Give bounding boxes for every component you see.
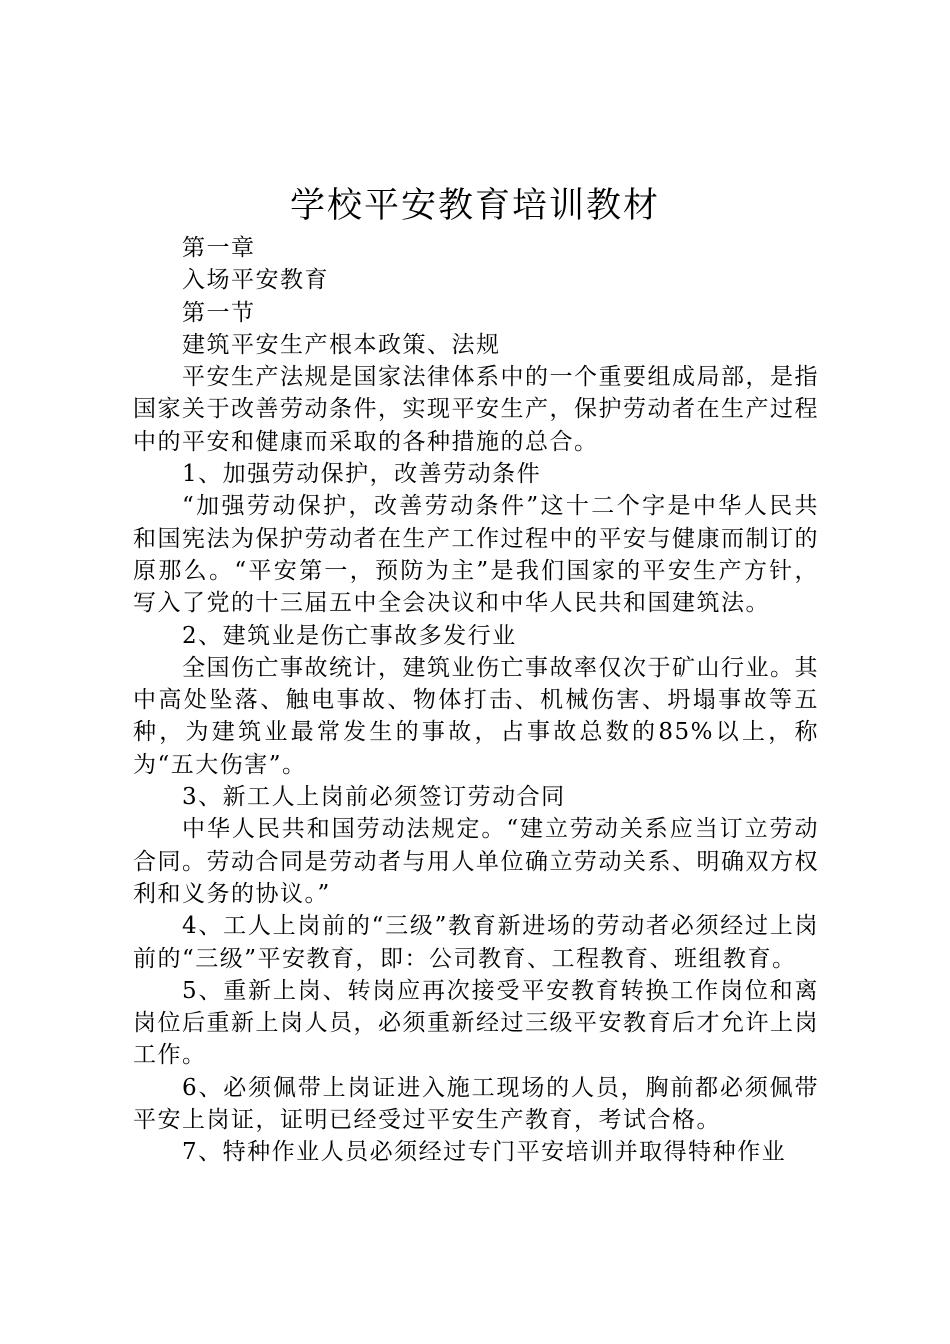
section-heading: 第一节 — [182, 299, 256, 326]
item-paragraph: 6、必须佩带上岗证进入施工现场的人员，胸前都必须佩带平安上岗证，证明已经受过平安生产教育，考试合格。 — [133, 1074, 819, 1134]
paragraph: 全国伤亡事故统计，建筑业伤亡事故率仅次于矿山行业。其中高处坠落、触电事故、物体打击、机械伤害、坍塌事故等五种，为建筑业最常发生的事故，占事故总数的85%以上，称为“五大伤害”。 — [133, 654, 819, 778]
chapter-heading: 第一章 — [182, 235, 256, 261]
section-title: 建筑平安生产根本政策、法规 — [182, 331, 501, 358]
item-heading: 3、新工人上岗前必须签订劳动合同 — [182, 784, 566, 811]
item-heading: 1、加强劳动保护，改善劳动条件 — [182, 461, 542, 488]
item-paragraph: 5、重新上岗、转岗应再次接受平安教育转换工作岗位和离岗位后重新上岗人员，必须重新经过三级平安教育后才允许上岗工作。 — [133, 977, 819, 1069]
document-body — [133, 232, 819, 1169]
item-paragraph: 4、工人上岗前的“三级”教育新进场的劳动者必须经过上岗前的“三级”平安教育，即：公司教育、工程教育、班组教育。 — [133, 913, 819, 972]
item-heading: 2、建筑业是伤亡事故多发行业 — [182, 622, 517, 649]
paragraph: 中华人民共和国劳动法规定。“建立劳动关系应当订立劳动合同。劳动合同是劳动者与用人单位确立劳动关系、明确双方权利和义务的协议。” — [133, 816, 819, 907]
item-paragraph: 7、特种作业人员必须经过专门平安培训并取得特种作业 — [182, 1139, 787, 1166]
chapter-title: 入场平安教育 — [182, 267, 329, 294]
document-title: 学校平安教育培训教材 — [289, 186, 660, 226]
paragraph: “加强劳动保护，改善劳动条件”这十二个字是中华人民共和国宪法为保护劳动者在生产工作过程中的平安与健康而制订的原那么。“平安第一，预防为主”是我们国家的平安生产方针，写入了党的十三届五中全会决议和中华人民共和国建筑法。 — [133, 493, 819, 617]
paragraph: 平安生产法规是国家法律体系中的一个重要组成局部，是指国家关于改善劳动条件，实现平安生产，保护劳动者在生产过程中的平安和健康而采取的各种措施的总合。 — [133, 364, 819, 455]
